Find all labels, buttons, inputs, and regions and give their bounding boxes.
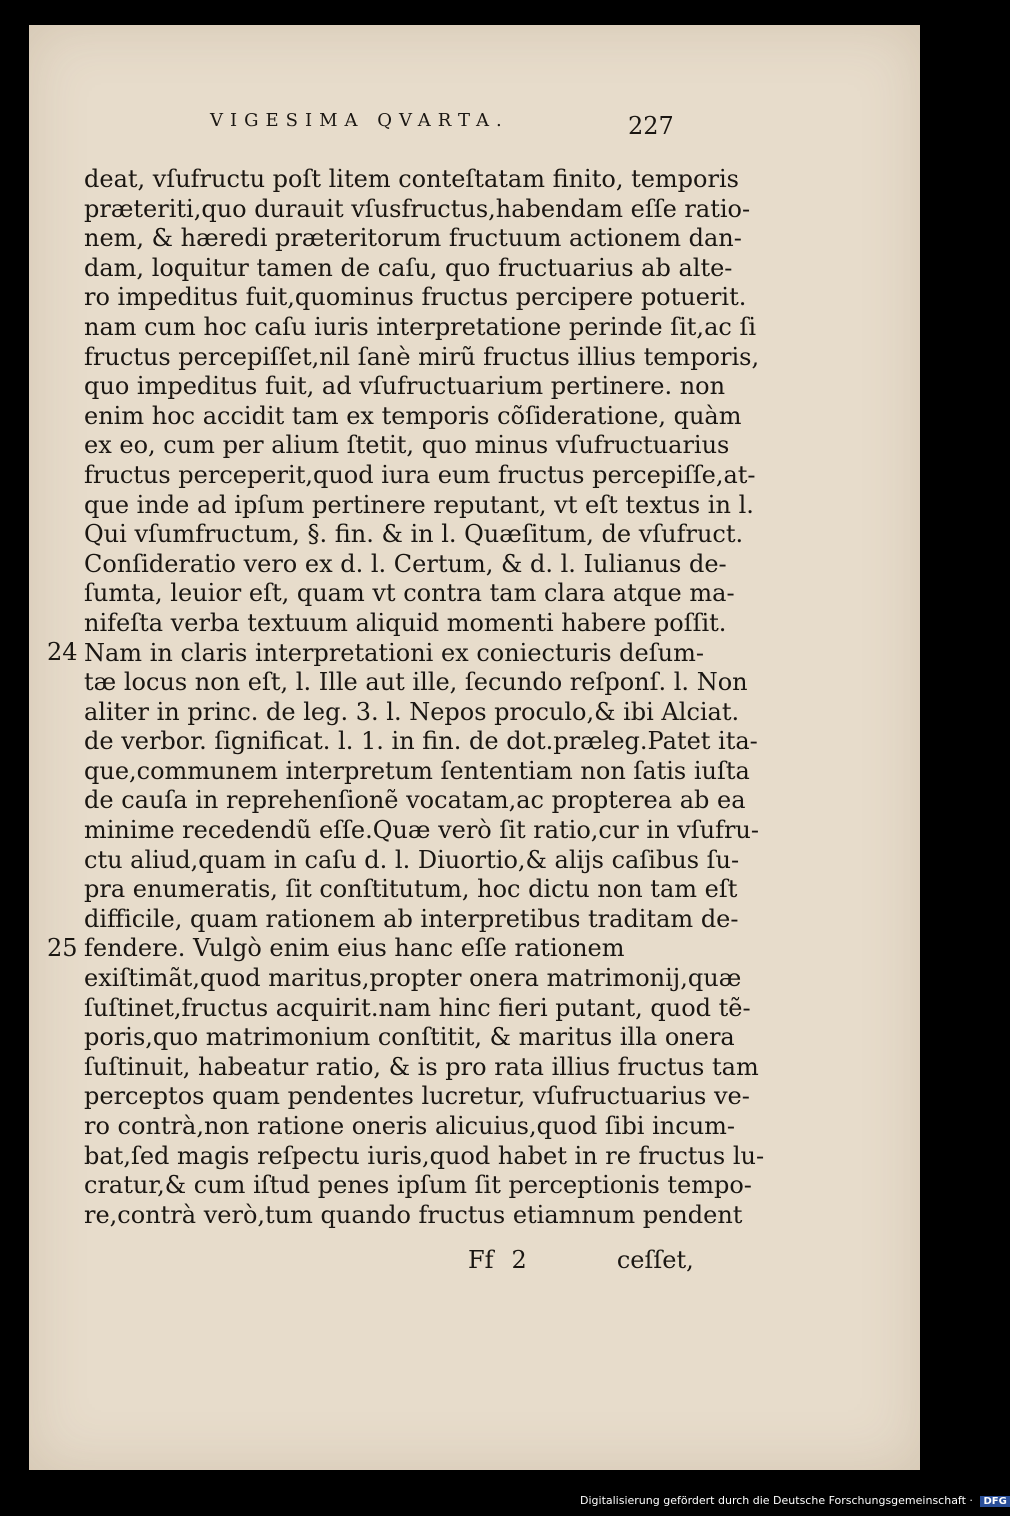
text-line: que,communem interpretum ſententiam non ſatis iuſta — [84, 756, 750, 785]
text-line: ſumta, leuior eſt, quam vt contra tam clara atque ma- — [84, 579, 735, 608]
text-line: ro contrà,non ratione oneris alicuius,quod ſibi incum- — [84, 1112, 736, 1140]
text-line: fructus percepiſſet,nil ſanè mirũ fructus illius temporis, — [84, 342, 760, 371]
margin-number-24: 24 — [47, 638, 78, 666]
text-line: Qui vſumfructum, §. fin. & in l. Quæſitum, de vſufruct. — [84, 520, 744, 549]
text-line: minime recedendũ eſſe.Quæ verò ſit ratio,cur in vſufru- — [84, 816, 759, 845]
catchword: ceſſet, — [616, 1246, 694, 1274]
text-line: quo impeditus fuit, ad vſufructuarium pertinere. non — [84, 372, 726, 401]
text-line: præteriti,quo durauit vſusfructus,habendam eſſe ratio- — [84, 194, 751, 223]
running-title: VIGESIMA QVARTA. — [210, 110, 509, 131]
text-line: fructus perceperit,quod iura eum fructus percepiſſe,at- — [84, 460, 756, 489]
text-line: ex eo, cum per alium ſtetit, quo minus vſufructuarius — [84, 431, 730, 460]
text-line: nem, & hæredi præteritorum fructuum actionem dan- — [84, 224, 742, 253]
text-line: pra enumeratis, ſit conſtitutum, hoc dictu non tam eſt — [84, 875, 738, 904]
text-line: dam, loquitur tamen de caſu, quo fructuarius ab alte- — [84, 253, 733, 282]
text-line: poris,quo matrimonium conſtitit, & maritus illa onera — [84, 1023, 735, 1052]
signature-mark: Ff — [468, 1246, 494, 1274]
text-line: Nam in claris interpretationi ex coniecturis deſum- — [84, 638, 704, 667]
page-number: 227 — [628, 112, 674, 140]
text-line: enim hoc accidit tam ex temporis cõſideratione, quàm — [84, 401, 742, 430]
text-line: perceptos quam pendentes lucretur, vſufructuarius ve- — [84, 1082, 750, 1111]
text-line: re,contrà verò,tum quando fructus etiamnum pendent — [84, 1200, 743, 1229]
text-line: de cauſa in reprehenſionẽ vocatam,ac propterea ab ea — [84, 786, 746, 815]
text-line: ſuſtinet,fructus acquirit.nam hinc fieri putant, quod tẽ- — [84, 993, 751, 1022]
text-line: fendere. Vulgò enim eius hanc eſſe rationem — [84, 934, 625, 963]
text-line: difficile, quam rationem ab interpretibus traditam de- — [84, 904, 739, 933]
text-line: cratur,& cum iſtud penes ipſum ſit perceptionis tempo- — [84, 1171, 752, 1200]
body-text — [84, 165, 764, 1230]
digitization-credit: Digitalisierung gefördert durch die Deutsche Forschungsgemeinschaft · DFG — [580, 1494, 1010, 1507]
text-line: nam cum hoc caſu iuris interpretatione perinde ſit,ac ſi — [84, 312, 756, 341]
text-line: nifeſta verba textuum aliquid momenti habere poſſit. — [84, 608, 727, 637]
text-line: Conſideratio vero ex d. l. Certum, & d. l. Iulianus de- — [84, 549, 727, 578]
text-line: aliter in princ. de leg. 3. l. Nepos proculo,& ibi Alciat. — [84, 697, 740, 726]
text-line: exiſtimãt,quod maritus,propter onera matrimonij,quæ — [84, 964, 742, 993]
margin-number-25: 25 — [47, 934, 78, 962]
page-footer — [468, 1246, 694, 1274]
text-line: tæ locus non eſt, l. Ille aut ille, ſecundo reſponſ. l. Non — [84, 668, 748, 697]
text-line: ſuſtinuit, habeatur ratio, & is pro rata illius fructus tam — [84, 1052, 759, 1081]
text-line: bat,ſed magis reſpectu iuris,quod habet in re fructus lu- — [84, 1141, 765, 1170]
signature-number: 2 — [511, 1246, 527, 1274]
credit-text: Digitalisierung gefördert durch die Deutsche Forschungsgemeinschaft — [580, 1494, 966, 1507]
text-line: deat, vſufructu poſt litem conteſtatam finito, temporis — [84, 165, 739, 193]
text-line: que inde ad ipſum pertinere reputant, vt eſt textus in l. — [84, 490, 754, 519]
text-line: de verbor. ſignificat. l. 1. in fin. de dot.præleg.Patet ita- — [84, 727, 758, 756]
text-line: ctu aliud,quam in caſu d. l. Diuortio,& alijs caſibus ſu- — [84, 845, 740, 874]
dfg-logo: DFG — [980, 1496, 1009, 1507]
text-line: ro impeditus fuit,quominus fructus percipere potuerit. — [84, 283, 747, 312]
